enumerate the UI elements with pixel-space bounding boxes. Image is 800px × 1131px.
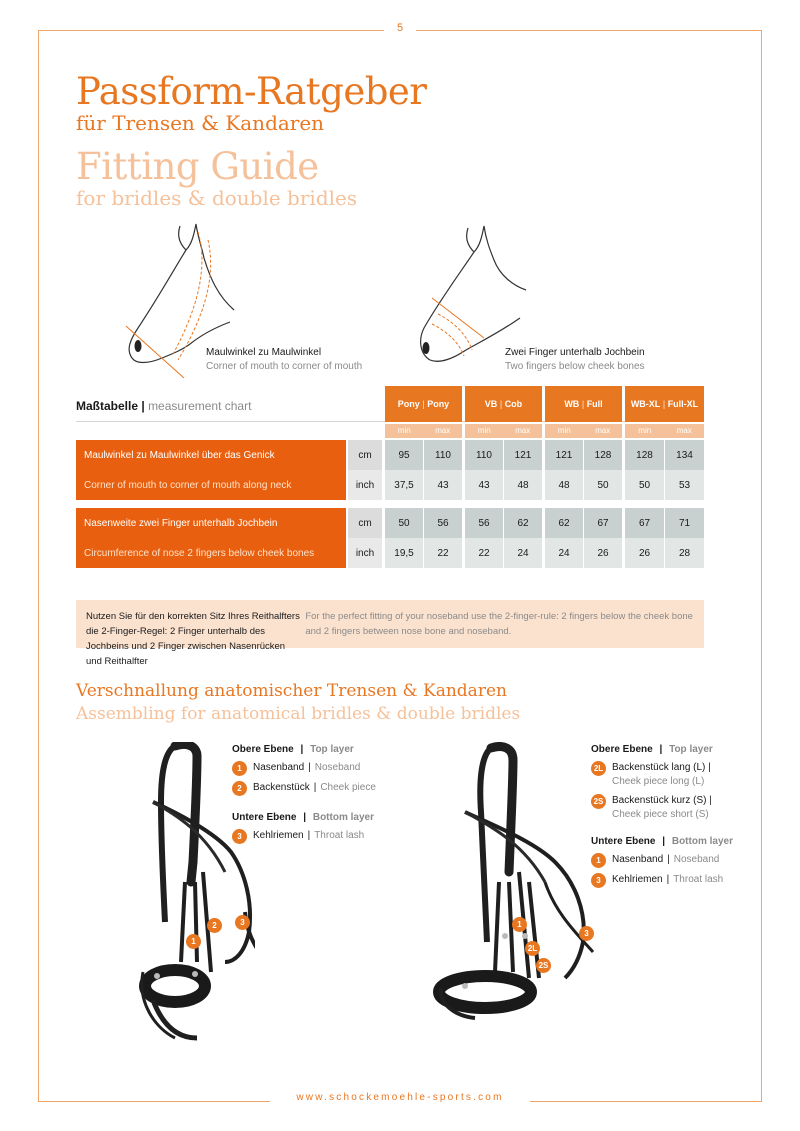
table-cell: 62 — [545, 508, 583, 538]
table-cell: 56 — [465, 508, 503, 538]
table-cell: 62 — [504, 508, 542, 538]
diagram-left-caption-en: Corner of mouth to corner of mouth — [206, 361, 363, 372]
assembly-title-en: Assembling for anatomical bridles & double bridles — [76, 704, 521, 724]
table-cell: 110 — [424, 440, 462, 470]
subtitle-german: für Trensen & Kandaren — [76, 111, 325, 135]
table-cell: 67 — [625, 508, 664, 538]
table-cell: 71 — [665, 508, 704, 538]
table-cell: 50 — [385, 508, 423, 538]
marker-cheek-piece-left: 2 — [207, 918, 222, 933]
legend-left-item-2: 2 Backenstück | Cheek piece — [232, 781, 376, 796]
min-max-header-vb: min max — [465, 424, 542, 438]
diagram-right-caption-en: Two fingers below cheek bones — [505, 361, 645, 372]
min-max-header-wb-xl: min max — [625, 424, 704, 438]
legend-left-top-heading: Obere Ebene | Top layer — [232, 744, 354, 755]
legend-left-item-3: 3 Kehlriemen | Throat lash — [232, 829, 376, 844]
badge-2s: 2S — [591, 794, 606, 809]
badge-3: 3 — [232, 829, 247, 844]
badge-2: 2 — [232, 781, 247, 796]
table-cell: 53 — [665, 470, 704, 500]
diagram-right-caption-de: Zwei Finger unterhalb Jochbein — [505, 347, 645, 358]
chart-title-de: Maßtabelle — [76, 399, 139, 413]
table-cell: 22 — [424, 538, 462, 568]
size-header-vb: VB | Cob — [465, 386, 542, 422]
footer-website-url[interactable]: www.schockemoehle-sports.com — [270, 1092, 530, 1103]
bridle-image-right — [425, 742, 595, 1032]
two-finger-rule-tip — [76, 600, 704, 667]
legend-right-bottom-heading: Untere Ebene | Bottom layer — [591, 836, 733, 847]
badge-1: 1 — [591, 853, 606, 868]
tip-text-de: Nutzen Sie für den korrekten Sitz Ihres Reithalfters die 2-Finger-Regel: 2 Finger unterhalb des Jochbeins und 2 Finger zwischen Nasenrücken und Reithalfter — [86, 611, 300, 667]
marker-noseband-left: 1 — [186, 934, 201, 949]
min-max-header-wb: min max — [545, 424, 622, 438]
table-cell: 24 — [545, 538, 583, 568]
badge-2l: 2L — [591, 761, 606, 776]
marker-noseband-right: 1 — [512, 917, 527, 932]
table-cell: 22 — [465, 538, 503, 568]
size-header-wb-xl: WB-XL | Full-XL — [625, 386, 704, 422]
title-english: Fitting Guide — [76, 145, 319, 188]
chart-title-separator: | — [141, 399, 145, 413]
assembly-title-de: Verschnallung anatomischer Trensen & Kandaren — [76, 681, 507, 701]
marker-throat-lash-left: 3 — [235, 915, 250, 930]
table-cell: 24 — [504, 538, 542, 568]
measurement-chart-title — [76, 399, 251, 413]
table-cell: 121 — [545, 440, 583, 470]
table-cell: 121 — [504, 440, 542, 470]
chart-title-en: measurement chart — [148, 399, 252, 413]
row-label-nose-inch: Circumference of nose 2 fingers below cheek bones — [76, 538, 346, 568]
legend-right — [591, 744, 733, 893]
tip-text-en: For the perfect fitting of your noseband use the 2-finger-rule: 2 fingers below the cheek bone and 2 fingers between nose bone and noseband. — [305, 611, 693, 637]
table-cell: 28 — [665, 538, 704, 568]
row-label-nose-cm: Nasenweite zwei Finger unterhalb Jochbein — [76, 508, 346, 538]
badge-1: 1 — [232, 761, 247, 776]
row-unit-nose-inch: inch — [348, 538, 382, 568]
table-cell: 26 — [625, 538, 664, 568]
row-label-mouth-cm: Maulwinkel zu Maulwinkel über das Genick — [76, 440, 346, 470]
legend-left-bottom-heading: Untere Ebene | Bottom layer — [232, 812, 374, 823]
row-unit-mouth-cm: cm — [348, 440, 382, 470]
size-header-pony: Pony | Pony — [385, 386, 462, 422]
diagram-left-caption-de: Maulwinkel zu Maulwinkel — [206, 347, 322, 358]
legend-right-top-heading: Obere Ebene | Top layer — [591, 744, 713, 755]
table-cell: 37,5 — [385, 470, 423, 500]
marker-throat-lash-right: 3 — [579, 926, 594, 941]
table-cell: 67 — [584, 508, 622, 538]
marker-cheek-piece-long-right: 2L — [525, 941, 540, 956]
table-cell: 134 — [665, 440, 704, 470]
legend-right-item-2s: 2S Backenstück kurz (S) | Cheek piece short (S) — [591, 794, 733, 822]
table-cell: 43 — [465, 470, 503, 500]
row-label-mouth-inch: Corner of mouth to corner of mouth along neck — [76, 470, 346, 500]
table-cell: 26 — [584, 538, 622, 568]
page-number: 5 — [384, 22, 416, 34]
table-cell: 50 — [584, 470, 622, 500]
table-cell: 128 — [584, 440, 622, 470]
legend-left-item-1: 1 Nasenband | Noseband — [232, 761, 376, 776]
legend-right-item-2l: 2L Backenstück lang (L) | Cheek piece long (L) — [591, 761, 733, 789]
title-german: Passform-Ratgeber — [76, 70, 427, 113]
table-cell: 110 — [465, 440, 503, 470]
row-unit-mouth-inch: inch — [348, 470, 382, 500]
legend-left — [232, 744, 376, 849]
table-cell: 48 — [504, 470, 542, 500]
table-cell: 43 — [424, 470, 462, 500]
marker-cheek-piece-short-right: 2S — [536, 958, 551, 973]
size-header-wb: WB | Full — [545, 386, 622, 422]
legend-right-item-1: 1 Nasenband | Noseband — [591, 853, 733, 868]
subtitle-english: for bridles & double bridles — [76, 186, 358, 210]
table-cell: 95 — [385, 440, 423, 470]
min-max-header-pony: min max — [385, 424, 462, 438]
table-cell: 128 — [625, 440, 664, 470]
table-cell: 19,5 — [385, 538, 423, 568]
badge-3: 3 — [591, 873, 606, 888]
row-unit-nose-cm: cm — [348, 508, 382, 538]
table-cell: 56 — [424, 508, 462, 538]
table-cell: 50 — [625, 470, 664, 500]
table-cell: 48 — [545, 470, 583, 500]
legend-right-item-3: 3 Kehlriemen | Throat lash — [591, 873, 733, 888]
